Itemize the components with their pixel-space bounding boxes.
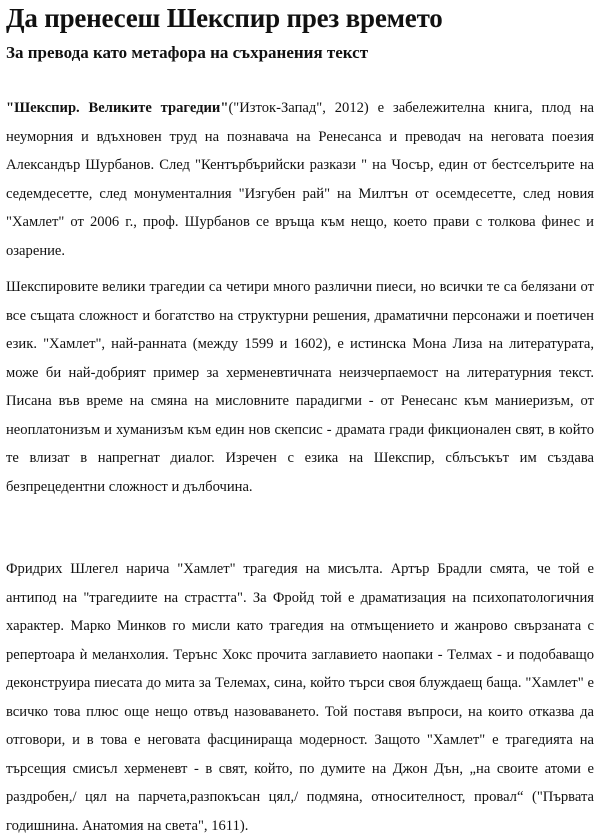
article-title: Да пренесеш Шекспир през времето <box>6 3 443 33</box>
article-subtitle: За превода като метафора на съхранения текст <box>6 43 369 62</box>
book-title-lead: "Шекспир. Великите трагедии" <box>6 100 229 116</box>
paragraph-intro-text: ("Изток-Запад", 2012) е забележителна книга, плод на неуморния и вдъхновен труд на познавача на Ренесанса и преводач на неговата поезия Александър Шурбанов. След "Кентърбърийски разкази " на Чосър, един от бестселърите на седемдесетте, след монументалния "Изгубен рай" на Милтън от осемдесетте, след новия "Хамлет" от 2006 г., проф. Шурбанов се връща към нещо, което прави с толкова финес и озарение. <box>6 100 594 259</box>
paragraph-tragedies: Шекспировите велики трагедии са четири много различни пиеси, но всички те са белязани от все същата сложност и богатство на структурни решения, драматични персонажи и поетичен език. "Хамлет", най-ранната (между 1599 и 1602), е истинска Мона Лиза на литературата, може би най-добрият пример за херменевтичната неизчерпаемост на литературния текст. Писана във време на смяна на мисловните парадигми - от Ренесанс към маниеризъм, от неоплатонизъм и хуманизъм към един нов скепсис - драмата гради фикционален свят, в който те влизат в напрегнат диалог. Изречен с езика на Шекспир, сблъсъкът им създава безпрецедентни сложност и дълбочина. <box>6 279 594 495</box>
paragraph-hamlet-interpretations: Фридрих Шлегел нарича "Хамлет" трагедия на мисълта. Артър Брадли смята, че той е антипод на "трагедиите на страстта". За Фройд той е драматизация на психопатологичния характер. Марко Минков го мисли като трагедия на отмъщението и жанрово свързаната с репертоара ѝ меланхолия. Терънс Хокс прочита заглавието наопаки - Телмах - и подобаващо деконструира пиесата до мита за Телемах, сина, който търси своя блуждаещ баща. "Хамлет" е всичко това плюс още нещо отвъд назоваването. Той поставя въпроси, на които отказва да отговори, и в това е неговата фасцинираща модерност. Защото "Хамлет" е трагедията на търсещия смисъл херменевт - в свят, който, по думите на Джон Дън, „на своите атоми е раздробен,/ цял на парчета,разпокъсан цял,/ подмяна, относителност, провал“ ("Първата годишнина. Анатомия на света", 1611). <box>6 561 594 834</box>
paragraph-intro <box>6 94 594 265</box>
